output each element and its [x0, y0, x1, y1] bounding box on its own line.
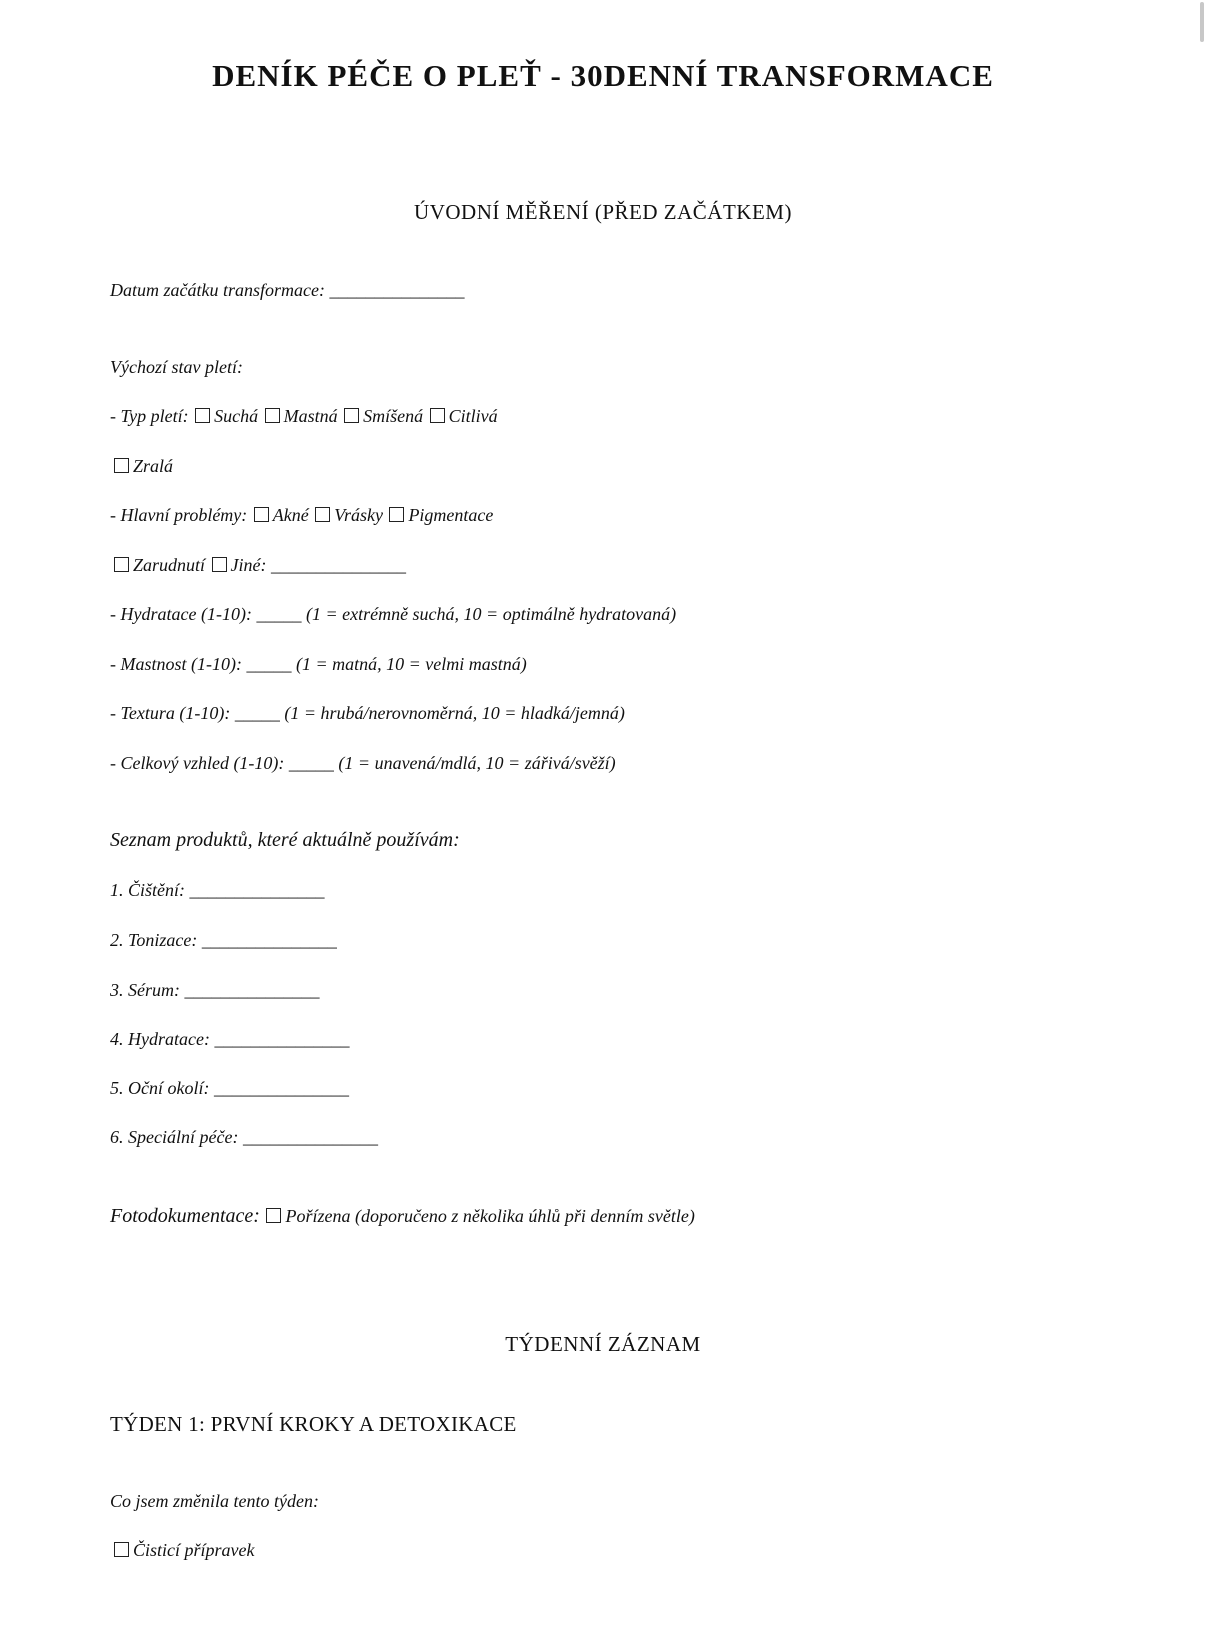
- products-heading: Seznam produktů, které aktuálně používám:: [110, 829, 460, 851]
- intro-section-title: ÚVODNÍ MĚŘENÍ (PŘED ZAČÁTKEM): [414, 200, 792, 224]
- option-label: Čisticí přípravek: [133, 1540, 255, 1560]
- other-label: Jiné:: [230, 555, 267, 575]
- week1-heading: TÝDEN 1: PRVNÍ KROKY A DETOXIKACE: [110, 1412, 517, 1436]
- checkbox[interactable]: [265, 408, 280, 423]
- checkbox[interactable]: [389, 507, 404, 522]
- rating-label: - Celkový vzhled (1-10):: [110, 753, 285, 773]
- start-date-label: Datum začátku transformace:: [110, 280, 325, 300]
- product-label: 6. Speciální péče:: [110, 1127, 239, 1147]
- rating-blank[interactable]: _____: [256, 604, 302, 624]
- rating-label: - Mastnost (1-10):: [110, 654, 242, 674]
- start-date-blank[interactable]: _______________: [329, 280, 465, 300]
- checkbox[interactable]: [114, 1542, 129, 1557]
- product-blank[interactable]: _______________: [189, 880, 325, 900]
- option-label: Vrásky: [334, 505, 383, 525]
- scrollbar[interactable]: [1196, 0, 1206, 1651]
- other-blank[interactable]: _______________: [271, 555, 407, 575]
- checkbox[interactable]: [344, 408, 359, 423]
- problems-line: [110, 505, 493, 526]
- checkbox[interactable]: [266, 1208, 281, 1223]
- scrollbar-thumb[interactable]: [1200, 2, 1204, 42]
- skin-type-line-2: [112, 456, 173, 477]
- product-blank[interactable]: _______________: [214, 1029, 350, 1049]
- rating-hint: (1 = unavená/mdlá, 10 = zářivá/svěží): [338, 753, 616, 773]
- option-label: Smíšená: [363, 406, 424, 426]
- option-label: Pigmentace: [408, 505, 494, 525]
- skin-type-line: [110, 406, 498, 427]
- document-title: DENÍK PÉČE O PLEŤ - 30DENNÍ TRANSFORMACE: [212, 58, 994, 93]
- problems-label: - Hlavní problémy:: [110, 505, 248, 525]
- option-label: Zralá: [133, 456, 174, 476]
- product-blank[interactable]: _______________: [213, 1078, 349, 1098]
- rating-blank[interactable]: _____: [288, 753, 334, 773]
- product-label: 4. Hydratace:: [110, 1029, 210, 1049]
- product-blank[interactable]: _______________: [184, 980, 320, 1000]
- skin-type-label: - Typ pletí:: [110, 406, 189, 426]
- product-blank[interactable]: _______________: [201, 930, 337, 950]
- checkbox[interactable]: [212, 557, 227, 572]
- rating-label: - Hydratace (1-10):: [110, 604, 252, 624]
- checkbox[interactable]: [195, 408, 210, 423]
- weekly-section-title: TÝDENNÍ ZÁZNAM: [505, 1332, 701, 1356]
- photo-option: Pořízena (doporučeno z několika úhlů při denním světle): [285, 1206, 695, 1226]
- product-label: 1. Čištění:: [110, 880, 185, 900]
- product-label: 5. Oční okolí:: [110, 1078, 210, 1098]
- checkbox[interactable]: [114, 458, 129, 473]
- start-date-line: [110, 280, 464, 301]
- baseline-heading: Výchozí stav pletí:: [110, 357, 243, 377]
- checkbox[interactable]: [315, 507, 330, 522]
- week1-changes-label: Co jsem změnila tento týden:: [110, 1491, 319, 1511]
- rating-hydration: [110, 604, 676, 625]
- checkbox[interactable]: [254, 507, 269, 522]
- rating-texture: [110, 703, 625, 724]
- product-item: [110, 930, 337, 951]
- rating-label: - Textura (1-10):: [110, 703, 231, 723]
- rating-blank[interactable]: _____: [234, 703, 280, 723]
- photo-line: [110, 1205, 695, 1228]
- rating-hint: (1 = extrémně suchá, 10 = optimálně hydratovaná): [305, 604, 677, 624]
- checkbox[interactable]: [430, 408, 445, 423]
- rating-blank[interactable]: _____: [246, 654, 292, 674]
- option-label: Citlivá: [448, 406, 498, 426]
- rating-overall: [110, 753, 616, 774]
- option-label: Suchá: [214, 406, 259, 426]
- rating-oiliness: [110, 654, 527, 675]
- checkbox[interactable]: [114, 557, 129, 572]
- product-item: [110, 980, 320, 1001]
- product-blank[interactable]: _______________: [242, 1127, 378, 1147]
- rating-hint: (1 = hrubá/nerovnoměrná, 10 = hladká/jemná): [284, 703, 625, 723]
- rating-hint: (1 = matná, 10 = velmi mastná): [295, 654, 527, 674]
- product-label: 2. Tonizace:: [110, 930, 198, 950]
- problems-line-2: [112, 555, 406, 576]
- product-item: [110, 1029, 349, 1050]
- option-label: Mastná: [283, 406, 338, 426]
- product-item: [110, 1078, 349, 1099]
- product-item: [110, 1127, 378, 1148]
- option-label: Zarudnutí: [133, 555, 206, 575]
- week1-option: [112, 1540, 254, 1561]
- product-label: 3. Sérum:: [110, 980, 180, 1000]
- option-label: Akné: [272, 505, 309, 525]
- photo-label: Fotodokumentace:: [110, 1205, 260, 1227]
- product-item: [110, 880, 325, 901]
